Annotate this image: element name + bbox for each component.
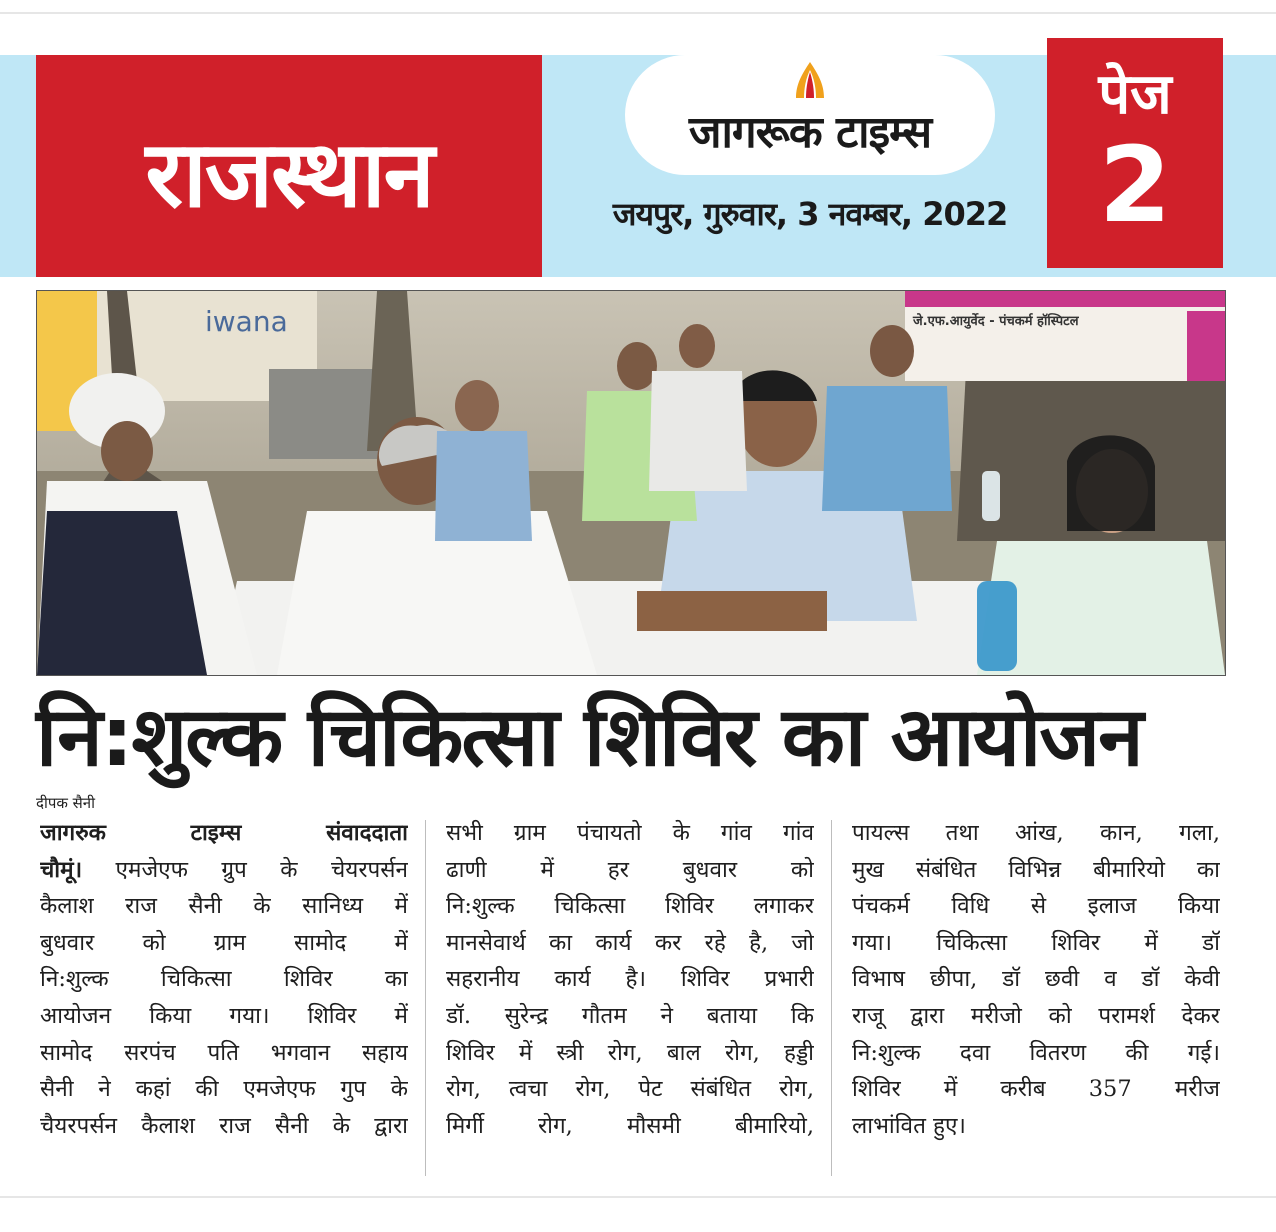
article-column-2 bbox=[446, 815, 814, 1144]
column-line: चौमूं। एमजेएफ ग्रुप के चेयरपर्सन bbox=[40, 856, 408, 883]
page-box bbox=[1047, 38, 1223, 268]
column-line: डॉ. सुरेन्द्र गौतम ने बताया कि bbox=[446, 1002, 814, 1029]
column-divider bbox=[831, 820, 832, 1176]
column-line: रोग, त्वचा रोग, पेट संबंधित रोग, bbox=[446, 1076, 814, 1103]
column-line: लाभांवित हुए। bbox=[852, 1112, 966, 1139]
column-line: सैनी ने कहां की एमजेएफ गुप के bbox=[40, 1076, 408, 1103]
column-line: नि:शुल्क चिकित्सा शिविर का bbox=[40, 966, 408, 993]
page-label: पेज bbox=[1098, 62, 1172, 127]
section-title: राजस्थान bbox=[145, 120, 433, 228]
column-line: पायल्स तथा आंख, कान, गला, bbox=[852, 820, 1220, 846]
issue-dateline: जयपुर, गुरुवार, 3 नवम्बर, 2022 bbox=[612, 195, 1008, 233]
article-column-1 bbox=[40, 815, 408, 1144]
wall-sign-text: iwana bbox=[205, 305, 288, 338]
column-line: नि:शुल्क दवा वितरण की गई। bbox=[852, 1039, 1220, 1066]
byline-name: दीपक सैनी bbox=[36, 794, 96, 812]
bottom-rule bbox=[0, 1196, 1276, 1198]
reporter-credit: जागरुक टाइम्स संवाददाता bbox=[40, 820, 408, 846]
photo-illustration bbox=[37, 291, 1225, 675]
top-rule bbox=[0, 12, 1276, 14]
column-line: राजू द्वारा मरीजो को परामर्श देकर bbox=[852, 1002, 1220, 1029]
paper-name: जागरूक टाइम्स bbox=[688, 107, 932, 158]
column-line: पंचकर्म विधि से इलाज किया bbox=[852, 893, 1220, 920]
column-line: मुख संबंधित विभिन्न बीमारियो का bbox=[852, 856, 1220, 883]
column-line: चैयरपर्सन कैलाश राज सैनी के द्वारा bbox=[40, 1112, 408, 1139]
column-line: कैलाश राज सैनी के सानिध्य में bbox=[40, 893, 408, 920]
column-line: सभी ग्राम पंचायतो के गांव गांव bbox=[446, 820, 814, 846]
column-line: शिविर में स्त्री रोग, बाल रोग, हड्डी bbox=[446, 1039, 814, 1066]
column-line: मिर्गी रोग, मौसमी बीमारियो, bbox=[446, 1112, 814, 1139]
article-headline: नि:शुल्क चिकित्सा शिविर का आयोजन bbox=[36, 690, 1142, 785]
column-line: बुधवार को ग्राम सामोद में bbox=[40, 929, 408, 956]
section-box bbox=[36, 55, 542, 277]
column-line: विभाष छीपा, डॉ छवी व डॉ केवी bbox=[852, 966, 1220, 993]
column-line: सामोद सरपंच पति भगवान सहाय bbox=[40, 1039, 408, 1066]
dateline-lead: चौमूं। bbox=[40, 856, 83, 883]
column-line: आयोजन किया गया। शिविर में bbox=[40, 1002, 408, 1029]
column-divider bbox=[425, 820, 426, 1176]
photo-banner-text: जे.एफ.आयुर्वेद - पंचकर्म हॉस्पिटल bbox=[913, 314, 1079, 329]
column-line: सहरानीय कार्य है। शिविर प्रभारी bbox=[446, 966, 814, 993]
column-line: नि:शुल्क चिकित्सा शिविर लगाकर bbox=[446, 893, 814, 920]
news-photo bbox=[36, 290, 1226, 676]
article-column-3 bbox=[852, 815, 1220, 1144]
page-number: 2 bbox=[1098, 124, 1172, 246]
column-line: शिविर में करीब 357 मरीज bbox=[852, 1076, 1220, 1103]
column-line: गया। चिकित्सा शिविर में डॉ bbox=[852, 929, 1220, 956]
column-line: मानसेवार्थ का कार्य कर रहे है, जो bbox=[446, 929, 814, 956]
column-line: ढाणी में हर बुधवार को bbox=[446, 856, 814, 883]
